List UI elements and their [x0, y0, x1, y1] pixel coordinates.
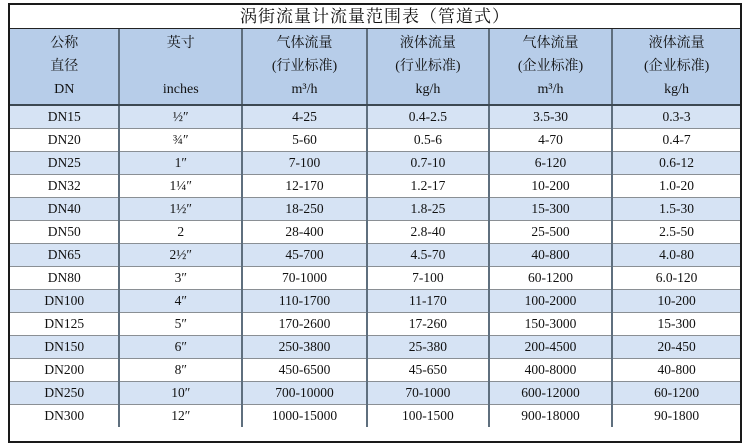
- table-header: [10, 29, 740, 105]
- table-cell: 100-2000: [489, 289, 612, 312]
- column-header-line: m³/h: [291, 82, 318, 97]
- table-cell: 900-18000: [489, 404, 612, 427]
- table-cell: 40-800: [612, 358, 740, 381]
- table-cell: DN200: [10, 358, 119, 381]
- table-cell: 1.5-30: [612, 197, 740, 220]
- table-cell: 4-25: [242, 105, 367, 128]
- column-header-line: m³/h: [537, 82, 564, 97]
- table-cell: 60-1200: [489, 266, 612, 289]
- table-cell: 110-1700: [242, 289, 367, 312]
- table-cell: DN100: [10, 289, 119, 312]
- column-header-liquid-industry: [367, 29, 489, 105]
- table-cell: 1.8-25: [367, 197, 489, 220]
- table-body: [10, 105, 740, 427]
- table-cell: 4″: [119, 289, 242, 312]
- table-cell: 7-100: [242, 151, 367, 174]
- table-cell: 200-4500: [489, 335, 612, 358]
- table-cell: 45-650: [367, 358, 489, 381]
- column-header-line: (企业标准): [643, 59, 710, 74]
- column-header-gas-industry: [242, 29, 367, 105]
- column-header-line: 公称: [50, 36, 79, 51]
- table-cell: 6″: [119, 335, 242, 358]
- column-header-line: 液体流量: [648, 36, 705, 51]
- table-cell: 15-300: [489, 197, 612, 220]
- table-cell: DN300: [10, 404, 119, 427]
- table-cell: 3″: [119, 266, 242, 289]
- table-cell: 12″: [119, 404, 242, 427]
- column-header-line: 英寸: [166, 36, 195, 51]
- table-cell: 11-170: [367, 289, 489, 312]
- table-row: [10, 174, 740, 197]
- table-cell: 250-3800: [242, 335, 367, 358]
- table-cell: DN65: [10, 243, 119, 266]
- table-cell: 25-500: [489, 220, 612, 243]
- table-cell: 1¼″: [119, 174, 242, 197]
- table-cell: ½″: [119, 105, 242, 128]
- header-row: [10, 29, 740, 105]
- flow-range-table: [10, 29, 740, 427]
- table-cell: DN250: [10, 381, 119, 404]
- table-cell: 700-10000: [242, 381, 367, 404]
- table-cell: 25-380: [367, 335, 489, 358]
- table-cell: 18-250: [242, 197, 367, 220]
- table-cell: 7-100: [367, 266, 489, 289]
- table-row: [10, 266, 740, 289]
- column-header-dn: [10, 29, 119, 105]
- table-cell: 4.0-80: [612, 243, 740, 266]
- table-cell: ¾″: [119, 128, 242, 151]
- table-cell: 0.5-6: [367, 128, 489, 151]
- table-cell: 90-1800: [612, 404, 740, 427]
- table-cell: 0.4-7: [612, 128, 740, 151]
- table-cell: 2.8-40: [367, 220, 489, 243]
- table-cell: 5″: [119, 312, 242, 335]
- table-cell: 17-260: [367, 312, 489, 335]
- table-cell: 45-700: [242, 243, 367, 266]
- column-header-line: (行业标准): [271, 59, 338, 74]
- table-cell: 10″: [119, 381, 242, 404]
- table-cell: 450-6500: [242, 358, 367, 381]
- table-cell: 6-120: [489, 151, 612, 174]
- column-header-liquid-enterprise: [612, 29, 740, 105]
- table-cell: 60-1200: [612, 381, 740, 404]
- table-cell: DN50: [10, 220, 119, 243]
- table-cell: 28-400: [242, 220, 367, 243]
- column-header-line: 气体流量: [276, 36, 333, 51]
- table-cell: 70-1000: [367, 381, 489, 404]
- table-cell: 2.5-50: [612, 220, 740, 243]
- table-cell: 10-200: [612, 289, 740, 312]
- table-cell: 0.4-2.5: [367, 105, 489, 128]
- table-cell: 1.2-17: [367, 174, 489, 197]
- page-title: 涡街流量计流量范围表（管道式）: [10, 5, 740, 29]
- table-cell: 1″: [119, 151, 242, 174]
- table-cell: 8″: [119, 358, 242, 381]
- table-cell: DN25: [10, 151, 119, 174]
- table-row: [10, 197, 740, 220]
- table-cell: 0.3-3: [612, 105, 740, 128]
- table-cell: 2½″: [119, 243, 242, 266]
- table-cell: 2: [119, 220, 242, 243]
- column-header-line: 直径: [50, 59, 79, 74]
- table-cell: 1.0-20: [612, 174, 740, 197]
- table-cell: DN15: [10, 105, 119, 128]
- table-cell: DN40: [10, 197, 119, 220]
- column-header-line: (企业标准): [517, 59, 584, 74]
- column-header-line: kg/h: [415, 82, 441, 97]
- table-cell: 12-170: [242, 174, 367, 197]
- table-cell: 5-60: [242, 128, 367, 151]
- table-row: [10, 151, 740, 174]
- table-row: [10, 105, 740, 128]
- table-cell: 20-450: [612, 335, 740, 358]
- table-cell: DN150: [10, 335, 119, 358]
- table-row: [10, 220, 740, 243]
- table-cell: 40-800: [489, 243, 612, 266]
- table-frame: [8, 3, 742, 443]
- column-header-line: 液体流量: [399, 36, 456, 51]
- table-cell: 1½″: [119, 197, 242, 220]
- column-header-gas-enterprise: [489, 29, 612, 105]
- table-row: [10, 289, 740, 312]
- table-cell: 70-1000: [242, 266, 367, 289]
- table-cell: DN32: [10, 174, 119, 197]
- table-cell: 4.5-70: [367, 243, 489, 266]
- table-cell: 400-8000: [489, 358, 612, 381]
- table-cell: 170-2600: [242, 312, 367, 335]
- column-header-line: inches: [162, 82, 199, 97]
- table-cell: 1000-15000: [242, 404, 367, 427]
- table-cell: 4-70: [489, 128, 612, 151]
- table-row: [10, 243, 740, 266]
- table-cell: 0.6-12: [612, 151, 740, 174]
- table-row: [10, 312, 740, 335]
- table-cell: 10-200: [489, 174, 612, 197]
- table-cell: 600-12000: [489, 381, 612, 404]
- column-header-line: kg/h: [664, 82, 690, 97]
- column-header-line: [120, 55, 241, 78]
- table-row: [10, 128, 740, 151]
- table-row: [10, 404, 740, 427]
- table-cell: 3.5-30: [489, 105, 612, 128]
- table-cell: DN125: [10, 312, 119, 335]
- column-header-line: 气体流量: [522, 36, 579, 51]
- table-cell: 0.7-10: [367, 151, 489, 174]
- table-row: [10, 358, 740, 381]
- column-header-inches: [119, 29, 242, 105]
- column-header-line: (行业标准): [395, 59, 461, 74]
- table-cell: 6.0-120: [612, 266, 740, 289]
- table-cell: DN80: [10, 266, 119, 289]
- table-cell: 15-300: [612, 312, 740, 335]
- table-row: [10, 335, 740, 358]
- table-cell: 150-3000: [489, 312, 612, 335]
- column-header-line: DN: [54, 82, 75, 97]
- table-cell: 100-1500: [367, 404, 489, 427]
- table-row: [10, 381, 740, 404]
- table-cell: DN20: [10, 128, 119, 151]
